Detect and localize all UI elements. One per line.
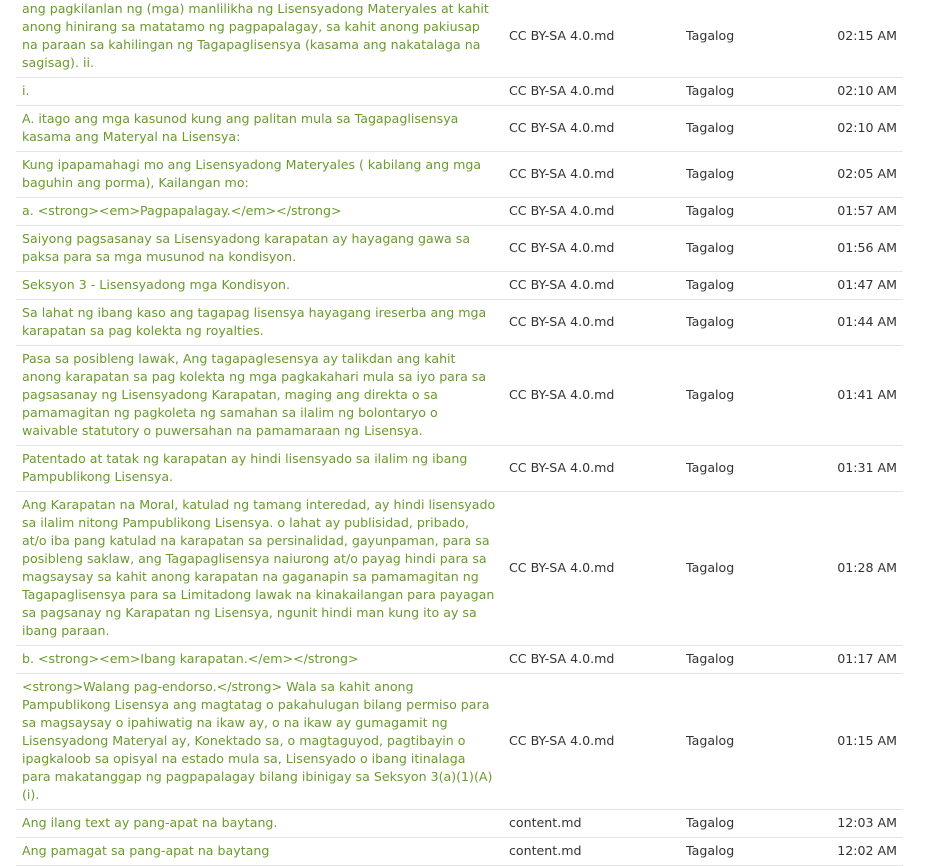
- string-text-cell[interactable]: [16, 0, 503, 78]
- string-text-cell[interactable]: [16, 106, 503, 152]
- language-cell: Tagalog: [680, 106, 820, 152]
- language-cell: Tagalog: [680, 674, 820, 810]
- language-cell: Tagalog: [680, 152, 820, 198]
- string-link[interactable]: A. itago ang mga kasunod kung ang palitan mula sa Tagapaglisensya kasama ang Materyal na Lisensya:: [22, 111, 459, 144]
- time-cell: 12:03 AM: [820, 810, 903, 838]
- table-row: [16, 106, 903, 152]
- language-cell: Tagalog: [680, 346, 820, 446]
- string-text-cell[interactable]: [16, 226, 503, 272]
- language-cell: Tagalog: [680, 300, 820, 346]
- string-link[interactable]: Saiyong pagsasanay sa Lisensyadong karapatan ay hayagang gawa sa paksa para sa mga musunod na kondisyon.: [22, 231, 471, 264]
- time-cell: 01:15 AM: [820, 674, 903, 810]
- language-cell: Tagalog: [680, 810, 820, 838]
- language-cell: Tagalog: [680, 272, 820, 300]
- table-row: [16, 0, 903, 78]
- table-row: [16, 446, 903, 492]
- string-link[interactable]: Patentado at tatak ng karapatan ay hindi lisensyado sa ilalim ng ibang Pampublikong Lisensya.: [22, 451, 468, 484]
- table-row: [16, 492, 903, 646]
- time-cell: 02:05 AM: [820, 152, 903, 198]
- string-link[interactable]: Sa lahat ng ibang kaso ang tagapag lisensya hayagang ireserba ang mga karapatan sa pag kolekta ng royalties.: [22, 305, 487, 338]
- string-link[interactable]: Ang ilang text ay pang-apat na baytang.: [22, 815, 278, 830]
- file-cell: content.md: [503, 838, 680, 866]
- file-cell: CC BY-SA 4.0.md: [503, 492, 680, 646]
- string-link[interactable]: <strong>Walang pag-endorso.</strong> Wala sa kahit anong Pampublikong Lisensya ang magtatag o pakahulugan bilang permiso para sa magsaysay o ipahiwatig na ikaw ay, o na ikaw ay gumagamit ng Lisensyadong Materyal ay, Konektado sa, o magtaguyod, pagtibayin o ipagkaloob sa opisyal na estado mula sa, Lisensyado o ibang itinalaga para makatanggap ng pagpapalagay bilang ibinigay sa Seksyon 3(a)(1)(A)(i).: [22, 679, 493, 802]
- file-cell: CC BY-SA 4.0.md: [503, 226, 680, 272]
- time-cell: 01:56 AM: [820, 226, 903, 272]
- string-text-cell[interactable]: [16, 446, 503, 492]
- string-link[interactable]: b. <strong><em>Ibang karapatan.</em></strong>: [22, 651, 359, 666]
- time-cell: 01:28 AM: [820, 492, 903, 646]
- table-row: [16, 300, 903, 346]
- time-cell: 02:15 AM: [820, 0, 903, 78]
- string-link[interactable]: Seksyon 3 - Lisensyadong mga Kondisyon.: [22, 277, 291, 292]
- language-cell: Tagalog: [680, 0, 820, 78]
- string-text-cell[interactable]: [16, 810, 503, 838]
- language-cell: Tagalog: [680, 78, 820, 106]
- file-cell: CC BY-SA 4.0.md: [503, 446, 680, 492]
- string-link[interactable]: i.: [22, 83, 30, 98]
- translations-table-body: [16, 0, 903, 866]
- language-cell: Tagalog: [680, 838, 820, 866]
- translations-table-wrapper: [16, 0, 903, 866]
- file-cell: CC BY-SA 4.0.md: [503, 106, 680, 152]
- string-text-cell[interactable]: [16, 346, 503, 446]
- string-link[interactable]: a. <strong><em>Pagpapalagay.</em></strong>: [22, 203, 342, 218]
- language-cell: Tagalog: [680, 646, 820, 674]
- table-row: [16, 272, 903, 300]
- table-row: [16, 152, 903, 198]
- string-link[interactable]: Pasa sa posibleng lawak, Ang tagapaglesensya ay talikdan ang kahit anong karapatan sa pag kolekta ng mga pagkakahari mula sa iyo para sa pagsasanay ng Lisensyadong Karapatan, maging ang direkta o sa pamamagitan ng pagkoleta ng samahan sa ilalim ng bolontaryo o waivable statutory o puwersahan na pamamaraan ng Lisensya.: [22, 351, 487, 438]
- language-cell: Tagalog: [680, 226, 820, 272]
- language-cell: Tagalog: [680, 198, 820, 226]
- string-link[interactable]: Ang Karapatan na Moral, katulad ng tamang interedad, ay hindi lisensyado sa ilalim nitong Pampublikong Lisensya. o lahat ay publisidad, pribado, at/o iba pang katulad na karapatan sa persinalidad, gayunpaman, para sa posibleng saklaw, ang Tagapaglisensya naiurong at/o payag hindi para sa magsaysay sa kahit anong karapatan na gaganapin sa pamamagitan ng Tagapaglisensya para sa Limitadong lawak na kinakailangan para payagan sa pagsanay ng Karapatan ng Lisensya, ngunit hindi man kung ito ay sa ibang paraan.: [22, 497, 496, 638]
- string-link[interactable]: ang pagkilanlan ng (mga) manlilikha ng Lisensyadong Materyales at kahit anong hinirang sa matatamo ng pagpapalagay, sa kahit anong pakiusap na paraan sa kahilingan ng Tagapaglisensya (kasama ang nakatalaga na sagisag). ii.: [22, 1, 489, 70]
- file-cell: CC BY-SA 4.0.md: [503, 646, 680, 674]
- string-text-cell[interactable]: [16, 646, 503, 674]
- string-text-cell[interactable]: [16, 674, 503, 810]
- file-cell: CC BY-SA 4.0.md: [503, 674, 680, 810]
- language-cell: Tagalog: [680, 446, 820, 492]
- time-cell: 02:10 AM: [820, 78, 903, 106]
- table-row: [16, 674, 903, 810]
- string-text-cell[interactable]: [16, 838, 503, 866]
- file-cell: CC BY-SA 4.0.md: [503, 346, 680, 446]
- time-cell: 01:57 AM: [820, 198, 903, 226]
- string-text-cell[interactable]: [16, 300, 503, 346]
- string-link[interactable]: Ang pamagat sa pang-apat na baytang: [22, 843, 270, 858]
- time-cell: 02:10 AM: [820, 106, 903, 152]
- translations-table: [16, 0, 903, 866]
- file-cell: CC BY-SA 4.0.md: [503, 152, 680, 198]
- string-text-cell[interactable]: [16, 152, 503, 198]
- time-cell: 01:47 AM: [820, 272, 903, 300]
- table-row: [16, 346, 903, 446]
- table-row: [16, 646, 903, 674]
- file-cell: CC BY-SA 4.0.md: [503, 0, 680, 78]
- string-text-cell[interactable]: [16, 272, 503, 300]
- file-cell: CC BY-SA 4.0.md: [503, 300, 680, 346]
- time-cell: 01:44 AM: [820, 300, 903, 346]
- time-cell: 01:17 AM: [820, 646, 903, 674]
- time-cell: 01:41 AM: [820, 346, 903, 446]
- file-cell: CC BY-SA 4.0.md: [503, 78, 680, 106]
- table-row: [16, 810, 903, 838]
- table-row: [16, 226, 903, 272]
- file-cell: CC BY-SA 4.0.md: [503, 198, 680, 226]
- language-cell: Tagalog: [680, 492, 820, 646]
- file-cell: CC BY-SA 4.0.md: [503, 272, 680, 300]
- table-row: [16, 198, 903, 226]
- time-cell: 12:02 AM: [820, 838, 903, 866]
- string-text-cell[interactable]: [16, 492, 503, 646]
- time-cell: 01:31 AM: [820, 446, 903, 492]
- table-row: [16, 838, 903, 866]
- table-row: [16, 78, 903, 106]
- string-text-cell[interactable]: [16, 198, 503, 226]
- string-link[interactable]: Kung ipapamahagi mo ang Lisensyadong Materyales ( kabilang ang mga baguhin ang porma), Kailangan mo:: [22, 157, 482, 190]
- file-cell: content.md: [503, 810, 680, 838]
- string-text-cell[interactable]: [16, 78, 503, 106]
